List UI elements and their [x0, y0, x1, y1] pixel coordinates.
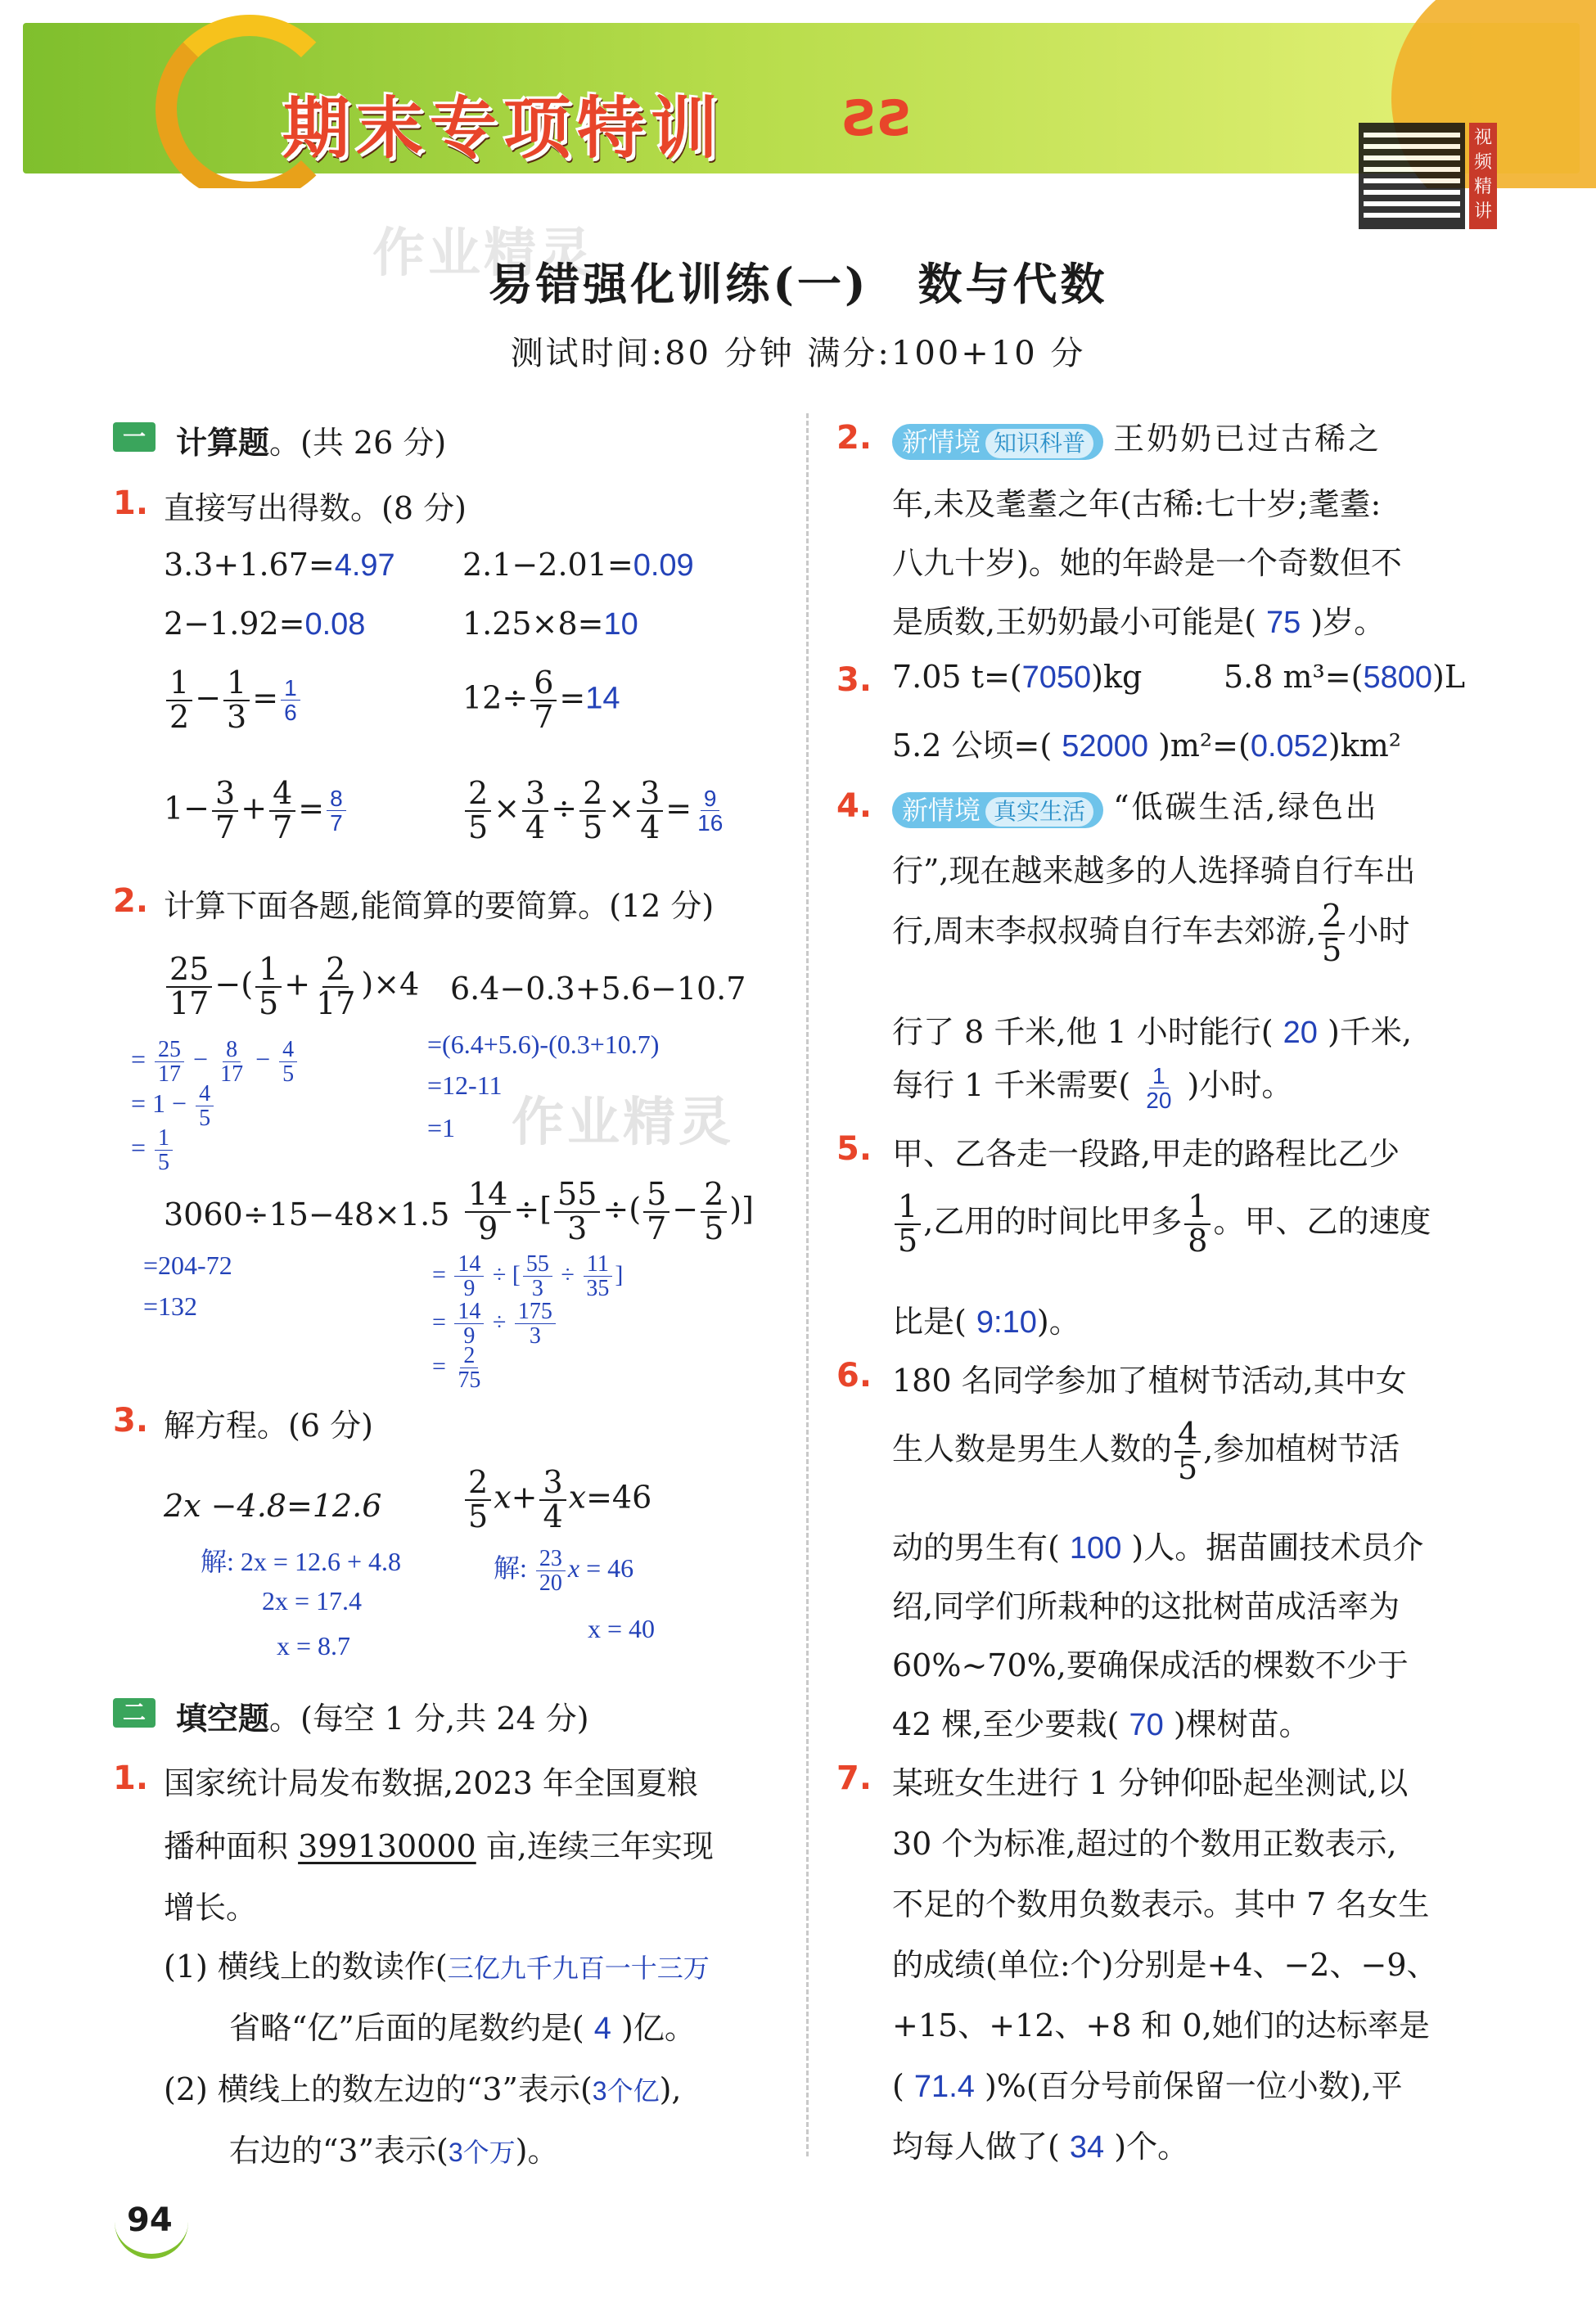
- answer: 9:10: [976, 1305, 1037, 1340]
- question-number: 1.: [113, 484, 149, 522]
- answer: 70: [1129, 1708, 1164, 1742]
- work-step: x = 40: [588, 1614, 656, 1643]
- section-badge: 一: [113, 422, 156, 452]
- question-text: 新情境 真实生活 “低碳生活,绿色出: [892, 782, 1379, 828]
- question-number: 2.: [836, 419, 872, 457]
- section-title-text: 填空题: [176, 1701, 270, 1737]
- question-text: 年,未及耄耋之年(古稀:七十岁;耄耋:: [892, 486, 1382, 522]
- work-step: =132: [143, 1291, 198, 1321]
- oral-calc-item: $\frac{2}{5}$ × $\frac{3}{4}$ ÷ $\frac{2}{5}$ × $\frac{3}{4}$ = $\frac{9}{16}$: [462, 777, 728, 845]
- question-text: (1) 横线上的数读作(三亿九千九百一十三万: [164, 1949, 710, 1985]
- qr-label: 视频精讲: [1469, 123, 1497, 229]
- question-text: 解方程。(6 分): [164, 1408, 373, 1444]
- answer: 10: [603, 607, 638, 642]
- answer: 14: [585, 681, 620, 716]
- question-text: 直接写出得数。(8 分): [164, 490, 467, 526]
- question-text: 每行 1 千米需要( $\frac{1}{20}$ )小时。: [892, 1062, 1293, 1113]
- scenario-tag: 新情境 知识科普: [892, 424, 1103, 460]
- work-step: x = 8.7: [277, 1631, 351, 1660]
- question-text: ( 71.4 )%(百分号前保留一位小数),平: [892, 2068, 1403, 2104]
- answer: 34: [1069, 2130, 1105, 2165]
- section-badge: 二: [113, 1698, 156, 1728]
- question-text: 行了 8 千米,他 1 小时能行( 20 )千米,: [892, 1014, 1412, 1050]
- question-text: 比是( 9:10)。: [892, 1304, 1080, 1340]
- page-title: [0, 250, 1596, 313]
- oral-calc-item: 1.25×8=10: [462, 606, 638, 642]
- qr-code-icon[interactable]: [1359, 123, 1465, 229]
- work-step: 2x = 17.4: [262, 1586, 363, 1615]
- question-text: 八九十岁)。她的年龄是一个奇数但不: [892, 545, 1402, 581]
- answer: 0.08: [304, 607, 366, 642]
- page-title-main: 易错强化训练(一): [488, 258, 869, 310]
- question-text: 30 个为标准,超过的个数用正数表示,: [892, 1826, 1397, 1862]
- work-step: 解: 2x = 12.6 + 4.8: [201, 1547, 401, 1576]
- question-text: 5.8 m³=(5800)L: [1224, 659, 1466, 695]
- column-divider: [806, 413, 809, 2156]
- question-number: 4.: [836, 787, 872, 825]
- question-text: 是质数,王奶奶最小可能是( 75 )岁。: [892, 604, 1386, 640]
- answer: 71.4: [913, 2070, 975, 2104]
- question-text: 的成绩(单位:个)分别是+4、−2、−9、: [892, 1947, 1438, 1983]
- question-number: 3.: [113, 1402, 149, 1440]
- question-number: 3.: [836, 661, 872, 699]
- equation: $\frac{2}{5}$ x+ $\frac{3}{4}$ x=46: [462, 1467, 651, 1534]
- question-text: 动的男生有( 100 )人。据苗圃技术员介: [892, 1530, 1424, 1566]
- oral-calc-item: 2.1−2.01=0.09: [462, 547, 694, 583]
- question-text: 绍,同学们所栽种的这批树苗成活率为: [892, 1588, 1400, 1624]
- answer: 3个亿: [592, 2076, 660, 2106]
- question-number: 6.: [836, 1357, 872, 1395]
- calc-expression: $\frac{14}{9}$ ÷[ $\frac{55}{3}$ ÷( $\frac{5}{7}$ − $\frac{2}{5}$ )]: [462, 1178, 754, 1246]
- calc-expression: $\frac{25}{17}$ −( $\frac{1}{5}$ + $\frac{2}{17}$ )×4: [164, 953, 419, 1021]
- question-text: 计算下面各题,能简算的要简算。(12 分): [164, 888, 715, 924]
- page-number: 94: [127, 2201, 173, 2239]
- question-text: 行,周末李叔叔骑自行车去郊游, $\frac{2}{5}$ 小时: [892, 898, 1410, 968]
- answer: 3个万: [448, 2138, 516, 2167]
- calc-expression: 3060÷15−48×1.5: [164, 1196, 450, 1232]
- answer: 4.97: [334, 548, 395, 583]
- calc-expression: 6.4−0.3+5.6−10.7: [450, 971, 746, 1007]
- page-subtitle: 测试时间:80 分钟 满分:100+10 分: [510, 335, 1086, 372]
- watermark: 作业精灵: [372, 223, 595, 284]
- question-text: 某班女生进行 1 分钟仰卧起坐测试,以: [892, 1765, 1409, 1801]
- answer: 0.09: [633, 548, 694, 583]
- question-text: 5.2 公顷=( 52000 )m²=(0.052)km²: [892, 728, 1402, 764]
- question-text: 均每人做了( 34 )个。: [892, 2129, 1189, 2165]
- question-number: 1.: [113, 1760, 149, 1797]
- question-text: 7.05 t=(7050)kg: [892, 659, 1143, 695]
- answer: 5800: [1363, 660, 1432, 695]
- work-step: =(6.4+5.6)-(0.3+10.7): [427, 1030, 660, 1059]
- question-text: 42 棵,至少要栽( 70 )棵树苗。: [892, 1706, 1310, 1742]
- question-text: 增长。: [164, 1890, 258, 1926]
- question-number: 2.: [113, 882, 149, 920]
- underlined-number: 399130000: [298, 1828, 476, 1864]
- work-step: =1: [427, 1113, 456, 1142]
- question-text: +15、+12、+8 和 0,她们的达标率是: [892, 2007, 1430, 2043]
- work-step: = $\frac{2}{75}$: [432, 1343, 481, 1394]
- section-title: [176, 1693, 589, 1738]
- question-text: 180 名同学参加了植树节活动,其中女: [892, 1363, 1407, 1399]
- answer: 100: [1069, 1531, 1122, 1566]
- answer: 三亿九千九百一十三万: [447, 1953, 710, 1983]
- oral-calc-item: 3.3+1.67=4.97: [164, 547, 395, 583]
- question-text: 右边的“3”表示(3个万)。: [229, 2133, 559, 2169]
- work-step: = $\frac{14}{9}$ ÷ $\frac{175}{3}$: [432, 1300, 558, 1349]
- work-step: 解: $\frac{23}{20}$ x = 46: [494, 1546, 634, 1597]
- section-score: 。(共 26 分): [269, 425, 447, 461]
- answer: 52000: [1062, 729, 1148, 764]
- answer: 20: [1283, 1016, 1318, 1050]
- section-score: 。(每空 1 分,共 24 分): [269, 1701, 589, 1737]
- question-number: 7.: [836, 1760, 872, 1797]
- section-title-text: 计算题: [176, 425, 270, 461]
- work-step: =204-72: [143, 1250, 232, 1280]
- question-number: 5.: [836, 1130, 872, 1168]
- question-text: 不足的个数用负数表示。其中 7 名女生: [892, 1886, 1430, 1922]
- watermark: 作业精灵: [512, 1093, 734, 1153]
- work-step: =12-11: [427, 1070, 503, 1100]
- oral-calc-item: 12÷ $\frac{6}{7}$ =14: [462, 665, 620, 735]
- work-step: = 1 − $\frac{4}{5}$: [131, 1082, 216, 1131]
- oral-calc-item: $\frac{1}{2}$ − $\frac{1}{3}$ = $\frac{1}{6}$: [164, 667, 303, 734]
- question-text: $\frac{1}{5}$ ,乙用的时间比甲多 $\frac{1}{8}$ 。甲、乙的速度: [892, 1191, 1431, 1258]
- question-text: 播种面积 399130000 亩,连续三年实现: [164, 1828, 714, 1864]
- section-title: [176, 417, 446, 462]
- header-banner: [0, 0, 1596, 188]
- question-text: 甲、乙各走一段路,甲走的路程比乙少: [892, 1136, 1400, 1172]
- equation: 2x −4.8=12.6: [164, 1488, 382, 1524]
- answer: 0.052: [1250, 729, 1328, 764]
- banner-swirl-icon: ƧƧ: [843, 90, 914, 147]
- work-step: = $\frac{14}{9}$ ÷ [ $\frac{55}{3}$ ÷ $\frac{11}{35}$ ]: [432, 1251, 624, 1302]
- question-text: 60%~70%,要确保成活的棵数不少于: [892, 1647, 1409, 1683]
- answer: 75: [1266, 606, 1301, 640]
- answer: 7050: [1021, 660, 1092, 695]
- work-step: = $\frac{1}{5}$: [131, 1126, 175, 1175]
- question-text: (2) 横线上的数左边的“3”表示(3个亿),: [164, 2071, 682, 2107]
- oral-calc-item: 1− $\frac{3}{7}$ + $\frac{4}{7}$ = $\frac{8}{7}$: [164, 777, 349, 845]
- page-title-topic: 数与代数: [917, 258, 1108, 310]
- answer: 4: [593, 2012, 611, 2046]
- question-text: 新情境 知识科普 王奶奶已过古稀之: [892, 413, 1382, 460]
- question-text: 生人数是男生人数的 $\frac{4}{5}$ ,参加植树节活: [892, 1416, 1400, 1486]
- work-step: = $\frac{25}{17}$ − $\frac{8}{17}$ − $\frac{4}{5}$: [131, 1038, 300, 1087]
- question-text: 国家统计局发布数据,2023 年全国夏粮: [164, 1765, 698, 1801]
- scenario-tag: 新情境 真实生活: [892, 792, 1103, 828]
- oral-calc-item: 2−1.92=0.08: [164, 606, 366, 642]
- banner-title: 期末专项特训: [282, 90, 725, 168]
- question-text: 行”,现在越来越多的人选择骑自行车出: [892, 853, 1416, 889]
- question-text: 省略“亿”后面的尾数约是( 4 )亿。: [229, 2010, 696, 2046]
